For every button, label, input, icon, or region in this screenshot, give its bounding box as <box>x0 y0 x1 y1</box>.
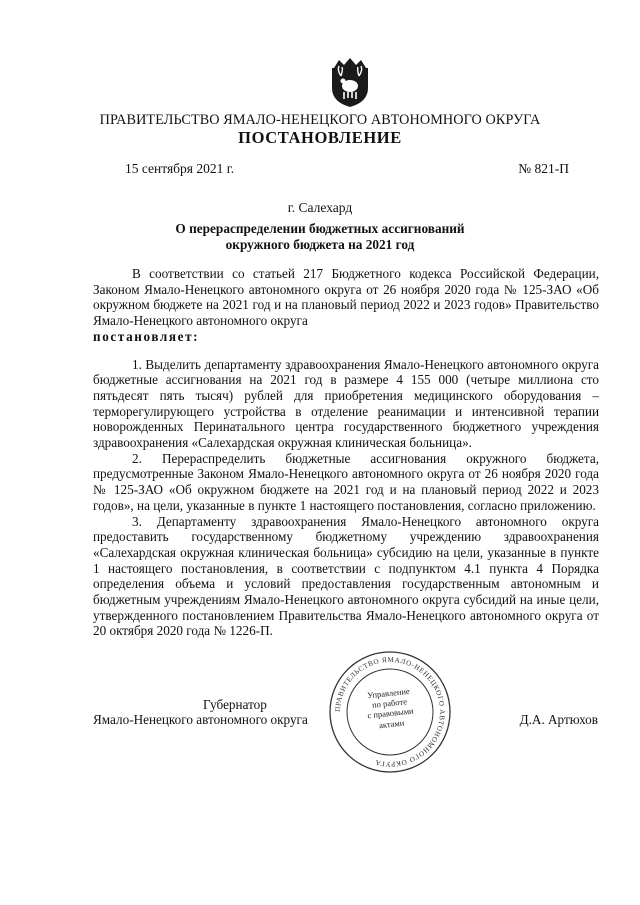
document-body <box>93 266 599 639</box>
signatory-title: Губернатор <box>203 697 267 712</box>
signatory-name: Д.А. Артюхов <box>519 712 598 727</box>
coat-of-arms-icon <box>328 58 372 108</box>
preamble-paragraph <box>93 266 599 345</box>
document-city: г. Салехард <box>287 200 353 215</box>
preamble-text: В соответствии со статьей 217 Бюджетного кодекса Российской Федерации, Законом Ямало-Ненецкого автономного округа от 26 ноября 2020 года № 125-ЗАО «Об окружном бюджете на 2021 год и на плановый период 2022 и 2023 годов» Правительство Ямало-Ненецкого автономного округа <box>93 266 599 329</box>
government-name: ПРАВИТЕЛЬСТВО ЯМАЛО-НЕНЕЦКОГО АВТОНОМНОГО ОКРУГА <box>99 112 541 128</box>
stamp-line-1: Управление <box>366 685 411 701</box>
stamp-line-4: актами <box>378 717 405 730</box>
item-1: 1. Выделить департаменту здравоохранения Ямало-Ненецкого автономного округа бюджетные ассигнования на 2021 год в размере 4 155 000 (четыре миллиона сто пятьдесят пять тысяч) рублей для приобретения медицинского оборудования – терморегулирующего устройства в отделение реанимации и интенсивной терапии новорожденных Перинатального центра государственного бюджетного учреждения здравоохранения «Салехардская окружная клиническая больница». <box>93 356 599 451</box>
title-line-1: О перераспределении бюджетных ассигнований <box>175 221 465 236</box>
stamp-center-text <box>353 684 427 732</box>
item-3: 3. Департаменту здравоохранения Ямало-Ненецкого автономного округа предоставить государственному бюджетному учреждению здравоохранения «Салехардская окружная клиническая больница» субсидию на цели, указанные в пункте 1 настоящего постановления, в соответствии с подпунктом 4.1 пункта 4 Порядка определения объема и условий предоставления государственным автономным и бюджетным учреждениям Ямало-Ненецкого автономного округа субсидий на иные цели, утвержденного постановлением Правительства Ямало-Ненецкого автономного округа от 20 октября 2020 года № 1226-П. <box>93 513 599 639</box>
signatory-region: Ямало-Ненецкого автономного округа <box>93 712 308 727</box>
document-number: № 821-П <box>518 161 569 176</box>
resolves-word: постановляет: <box>93 328 200 344</box>
document-type: ПОСТАНОВЛЕНИЕ <box>238 128 402 147</box>
document-title <box>0 221 640 252</box>
item-2: 2. Перераспределить бюджетные ассигнования окружного бюджета, предусмотренные Законом Ямало-Ненецкого автономного округа от 26 ноября 2020 года № 125-ЗАО «Об окружном бюджете на 2021 год и на плановый период 2022 и 2023 годов», на цели, указанные в пункте 1 настоящего постановления, согласно приложению. <box>93 450 599 513</box>
stamp-ring-text: ПРАВИТЕЛЬСТВО ЯМАЛО-НЕНЕЦКОГО АВТОНОМНОГО ОКРУГА <box>333 655 447 769</box>
stamp-line-3: с правовыми <box>366 705 415 721</box>
document-date: 15 сентября 2021 г. <box>125 161 235 176</box>
title-line-2: окружного бюджета на 2021 год <box>225 236 415 252</box>
stamp-line-2: по работе <box>371 696 408 711</box>
